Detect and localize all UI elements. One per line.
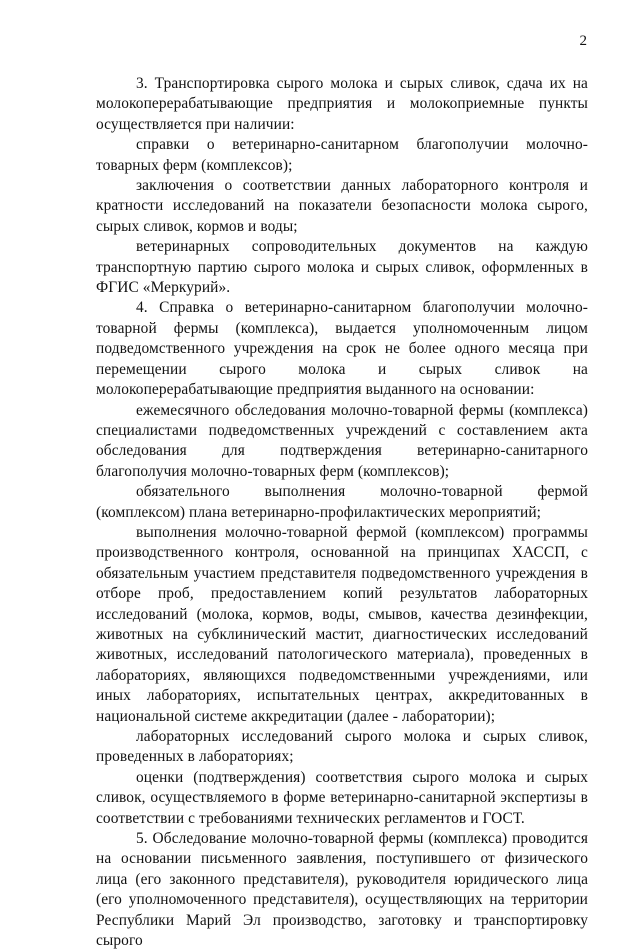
paragraph-certificate-item: справки о ветеринарно-санитарном благополучии молочно-товарных ферм (комплексов); [96, 136, 588, 174]
paragraph-lab-research-item: лабораторных исследований сырого молока и сырых сливок, проведенных в лабораториях; [96, 728, 588, 766]
paragraph-production-control-item: выполнения молочно-товарной фермой (комплексом) программы производственного контроля, основанной на принципах ХАССП, с обязательным участием представителя подведомственного учреждения в отборе проб, предоставлением копий результатов лабораторных исследований (молока, кормов, воды, смывов, качества дезинфекции, животных на субклинический мастит, диагностических исследований животных, исследований патологического материала), проведенных в лабораториях, являющихся подведомственными учреждениями, или иных лабораториях, испытательных центрах, аккредитованных в национальной системе аккредитации (далее - лаборатории); [96, 523, 588, 725]
paragraph-vet-documents-item: ветеринарных сопроводительных документов на каждую транспортную партию сырого молока и сырых сливок, оформленных в ФГИС «Меркурий». [96, 238, 588, 297]
paragraph-conformity-assessment-item: оценки (подтверждения) соответствия сырого молока и сырых сливок, осуществляемого в форме ветеринарно-санитарной экспертизы в соответствии с требованиями технических регламентов и ГОСТ. [96, 768, 588, 827]
paragraph-conclusion-item: заключения о соответствии данных лабораторного контроля и кратности исследований на показатели безопасности молока сырого, сырых сливок, кормов и воды; [96, 177, 588, 235]
paragraph-transport-requirements: 3. Транспортировка сырого молока и сырых сливок, сдача их на молокоперерабатывающие предприятия и молокоприемные пункты осуществляется при наличии: [96, 75, 588, 133]
page-number: 2 [579, 33, 587, 49]
paragraph-prophylactic-plan-item: обязательного выполнения молочно-товарной фермой (комплексом) плана ветеринарно-профилактических мероприятий; [96, 483, 588, 521]
paragraph-certificate-issuance: 4. Справка о ветеринарно-санитарном благополучии молочно-товарной фермы (комплекса), выдается уполномоченным лицом подведомственного учреждения на срок не более одного месяца при перемещении сырого молока и сырых сливок на молокоперерабатывающие предприятия выданного на основании: [96, 299, 588, 399]
paragraph-farm-inspection: 5. Обследование молочно-товарной фермы (комплекса) проводится на основании письменного заявления, поступившего от физического лица (его законного представителя), руководителя юридического лица (его уполномоченного представителя), осуществляющих на территории Республики Марий Эл производство, заготовку и транспортировку сырого [96, 830, 588, 950]
document-body [96, 74, 588, 951]
paragraph-monthly-inspection-item: ежемесячного обследования молочно-товарной фермы (комплекса) специалистами подведомственных учреждений с составлением акта обследования для подтверждения ветеринарно-санитарного благополучия молочно-товарных ферм (комплексов); [96, 401, 588, 480]
